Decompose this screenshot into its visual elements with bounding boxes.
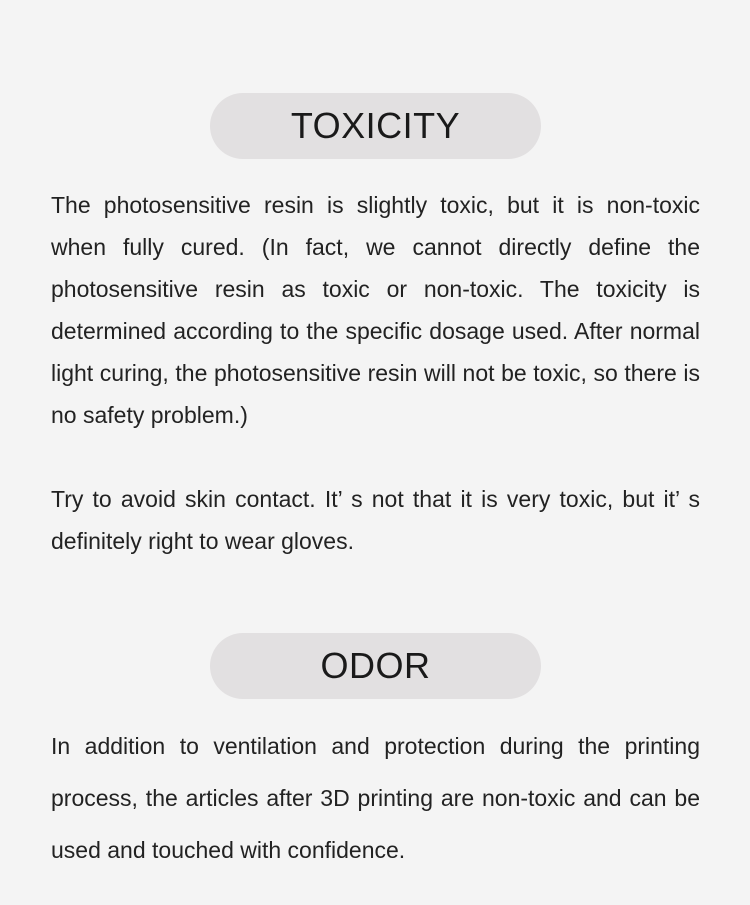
odor-heading-text: ODOR — [320, 645, 431, 686]
odor-heading — [210, 633, 541, 699]
toxicity-heading-text: TOXICITY — [290, 105, 461, 146]
odor-paragraph: In addition to ventilation and protection during the printing process, the articles after 3D printing are non-toxic and can be used and touched with confidence. — [51, 733, 700, 863]
toxicity-paragraph-1: The photosensitive resin is slightly toxic, but it is non-toxic when fully cured. (In fact, we cannot directly define the photosensitive resin as toxic or non-toxic. The toxicity is determined according to the specific dosage used. After normal light curing, the photosensitive resin will not be toxic, so there is no safety problem.) — [51, 192, 700, 428]
toxicity-paragraph-2: Try to avoid skin contact. It’ s not that it is very toxic, but it’ s definitely right to wear gloves. — [51, 486, 700, 554]
toxicity-heading — [210, 93, 541, 159]
